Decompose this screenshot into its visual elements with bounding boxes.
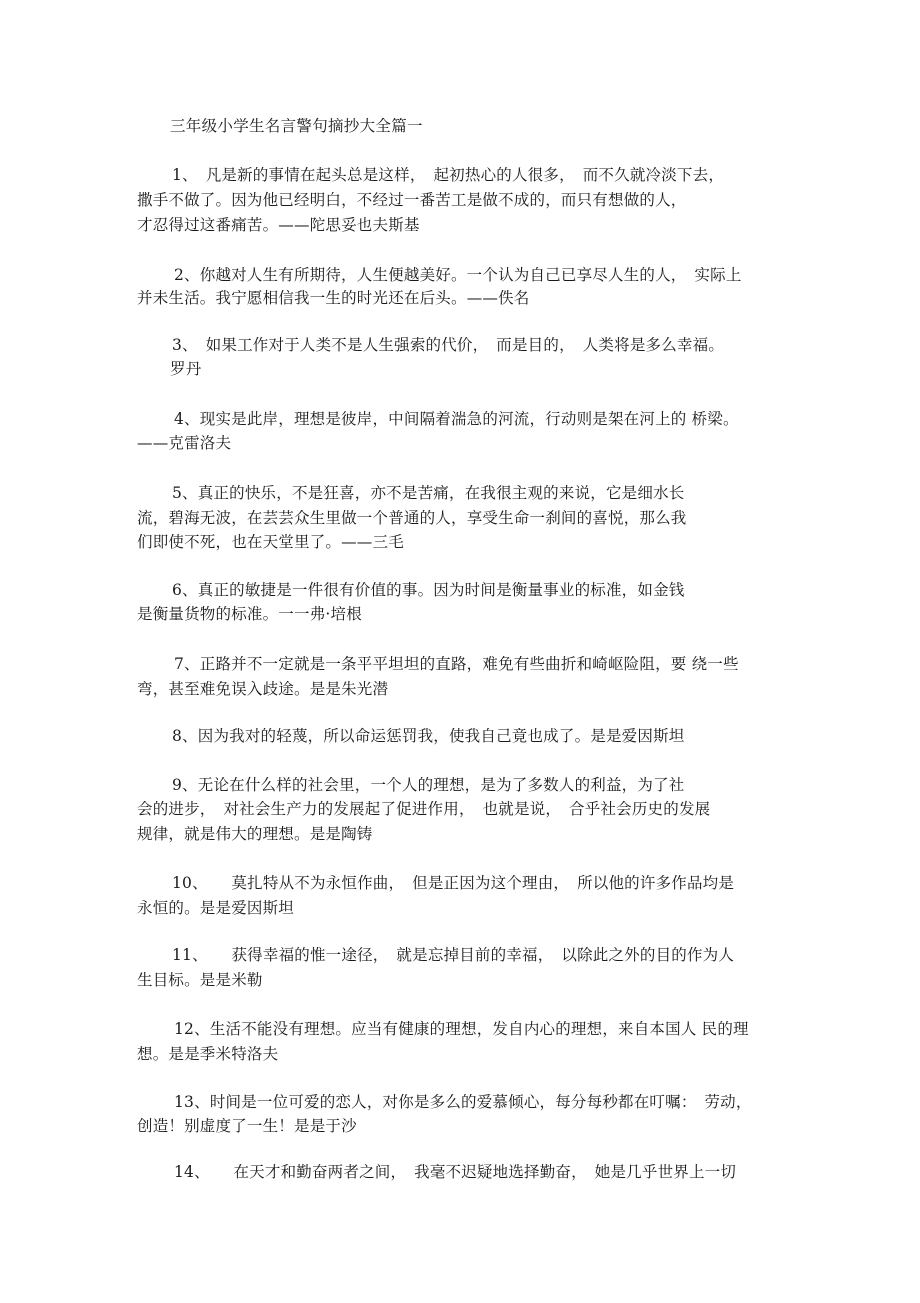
quote-3-line-2: 罗丹 — [170, 360, 202, 378]
quote-10-line-1: 10、 莫扎特从不为永恒作曲， 但是正因为这个理由， 所以他的许多作品均是 — [172, 874, 735, 892]
quote-4-line-2: ——克雷洛夫 — [137, 434, 232, 452]
quote-12-line-1: 12、生活不能没有理想。应当有健康的理想，发自内心的理想，来自本国人 民的理 — [174, 1020, 749, 1038]
quote-8-line-1: 8、因为我对的轻蔑，所以命运惩罚我，使我自己竟也成了。是是爱因斯坦 — [172, 727, 685, 745]
quote-14-line-1: 14、 在天才和勤奋两者之间， 我毫不迟疑地选择勤奋， 她是几乎世界上一切 — [174, 1163, 737, 1181]
quote-2-line-1: 2、你越对人生有所期待，人生便越美好。一个认为自己已享尽人生的人， 实际上 — [174, 266, 742, 284]
quote-1-line-1: 1、 凡是新的事情在起头总是这样， 起初热心的人很多， 而不久就冷淡下去， — [172, 166, 725, 184]
quote-12-line-2: 想。是是季米特洛夫 — [137, 1045, 279, 1063]
quote-1-line-3: 才忍得过这番痛苦。——陀思妥也夫斯基 — [137, 216, 420, 234]
quote-5-line-1: 5、真正的快乐，不是狂喜，亦不是苦痛，在我很主观的来说，它是细水长 — [172, 484, 685, 502]
quote-7-line-2: 弯，甚至难免误入歧途。是是朱光潜 — [137, 680, 389, 698]
quote-13-line-1: 13、时间是一位可爱的恋人，对你是多么的爱慕倾心，每分每秒都在叮嘱： 劳动， — [174, 1093, 752, 1111]
quote-4-line-1: 4、现实是此岸，理想是彼岸，中间隔着湍急的河流，行动则是架在河上的 桥梁。 — [174, 410, 739, 428]
quote-6-line-2: 是衡量货物的标准。一一弗·培根 — [137, 605, 362, 623]
quote-6-line-1: 6、真正的敏捷是一件很有价值的事。因为时间是衡量事业的标准，如金钱 — [172, 581, 685, 599]
quote-9-line-1: 9、无论在什么样的社会里，一个人的理想，是为了多数人的利益，为了社 — [172, 776, 685, 794]
quote-3-line-1: 3、 如果工作对于人类不是人生强索的代价， 而是目的， 人类将是多么幸福。 — [172, 336, 725, 354]
quote-11-line-1: 11、 获得幸福的惟一途径， 就是忘掉目前的幸福， 以除此之外的目的作为人 — [172, 946, 735, 964]
quote-5-line-3: 们即使不死，也在天堂里了。——三毛 — [137, 533, 404, 551]
quote-2-line-2: 并未生活。我宁愿相信我一生的时光还在后头。——佚名 — [137, 289, 530, 307]
quote-11-line-2: 生目标。是是米勒 — [137, 971, 263, 989]
document-title: 三年级小学生名言警句摘抄大全篇一 — [170, 117, 423, 135]
quote-1-line-2: 撒手不做了。因为他已经明白，不经过一番苦工是做不成的，而只有想做的人， — [137, 191, 687, 209]
quote-5-line-2: 流，碧海无波，在芸芸众生里做一个普通的人，享受生命一刹间的喜悦，那么我 — [137, 509, 687, 527]
quote-9-line-3: 规律，就是伟大的理想。是是陶铸 — [137, 825, 373, 843]
quote-7-line-1: 7、正路并不一定就是一条平平坦坦的直路，难免有些曲折和崎岖险阻，要 绕一些 — [174, 655, 739, 673]
quote-10-line-2: 永恒的。是是爱因斯坦 — [137, 899, 295, 917]
quote-9-line-2: 会的进步， 对社会生产力的发展起了促进作用， 也就是说， 合乎社会历史的发展 — [137, 800, 711, 818]
quote-13-line-2: 创造！别虚度了一生！是是于沙 — [137, 1117, 357, 1135]
